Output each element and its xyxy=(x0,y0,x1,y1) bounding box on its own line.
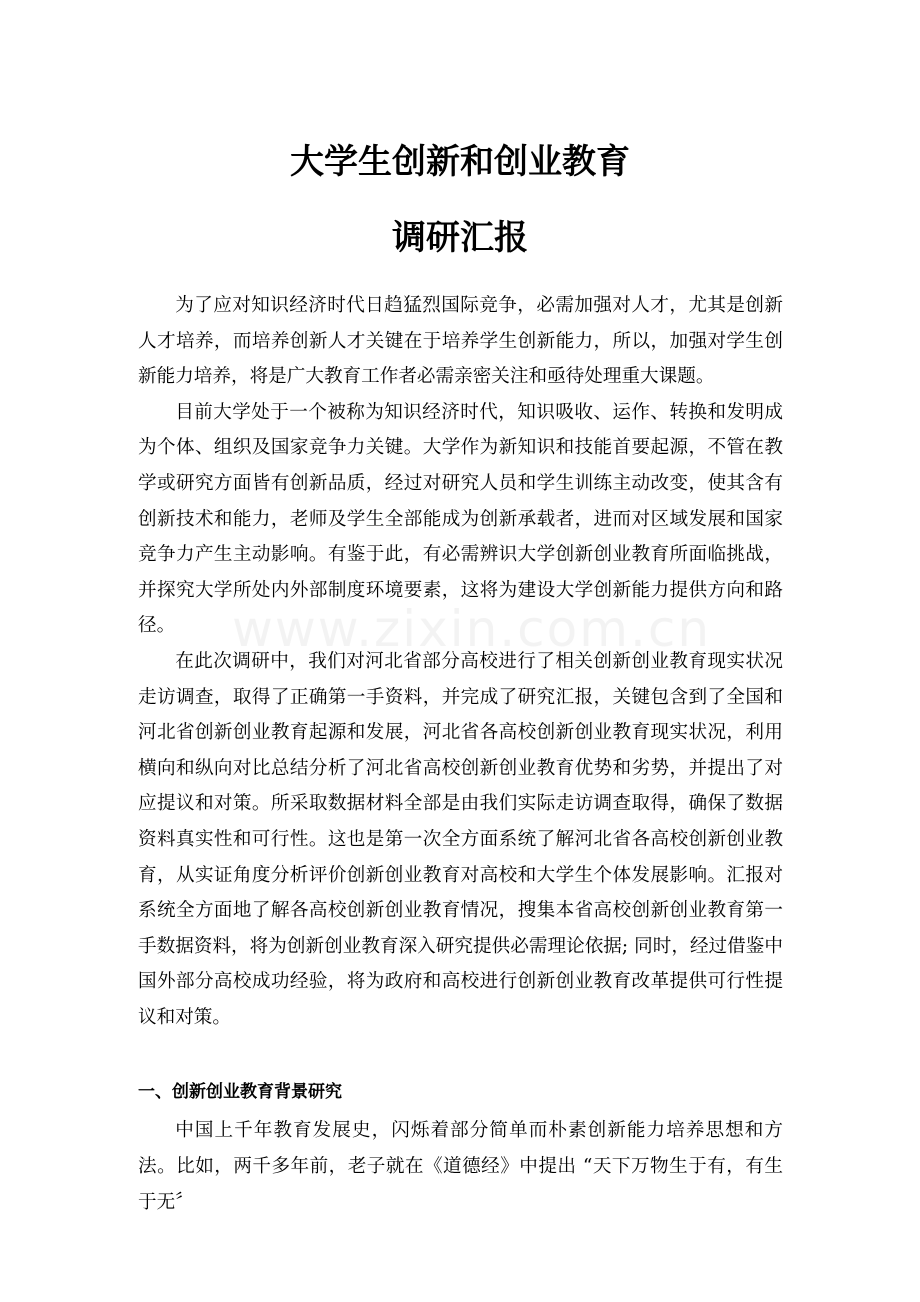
watermark: www.zixin.com.cn xyxy=(232,600,712,658)
body-paragraph-3: 在此次调研中，我们对河北省部分高校进行了相关创新创业教育现实状况走访调查，取得了正确第一手资料，并完成了研究汇报，关键包含到了全国和河北省创新创业教育起源和发展，河北省各高校创新创业教育现实状况，利用横向和纵向对比总结分析了河北省高校创新创业教育优势和劣势，并提出了对应提议和对策。所采取数据材料全部是由我们实际走访调查取得，确保了数据资料真实性和可行性。这也是第一次全方面系统了解河北省各高校创新创业教育，从实证角度分析评价创新创业教育对高校和大学生个体发展影响。汇报对系统全方面地了解各高校创新创业教育情况，搜集本省高校创新创业教育第一手数据资料，将为创新创业教育深入研究提供必需理论依据; 同时，经过借鉴中国外部分高校成功经验，将为政府和高校进行创新创业教育改革提供可行性提议和对策。 xyxy=(138,650,783,1028)
document-body xyxy=(138,288,783,1220)
section-1-paragraph: 中国上千年教育发展史，闪烁着部分简单而朴素创新能力培养思想和方法。比如，两千多年前，老子就在《道德经》中提出 “天下万物生于有，有生于无〞 xyxy=(138,1120,783,1213)
document-title: 大学生创新和创业教育 xyxy=(290,142,630,182)
body-paragraph-2: 目前大学处于一个被称为知识经济时代，知识吸收、运作、转换和发明成为个体、组织及国家竞争力关键。大学作为新知识和技能首要起源，不管在教学或研究方面皆有创新品质，经过对研究人员和学生训练主动改变，使其含有创新技术和能力，老师及学生全部能成为创新承载者，进而对区域发展和国家竞争力产生主动影响。有鉴于此，有必需辨识大学创新创业教育所面临挑战，并探究大学所处内外部制度环境要素，这将为建设大学创新能力提供方向和路径。 xyxy=(138,401,783,637)
body-paragraph-1: 为了应对知识经济时代日趋猛烈国际竞争，必需加强对人才，尤其是创新人才培养，而培养创新人才关键在于培养学生创新能力，所以，加强对学生创新能力培养，将是广大教育工作者必需亲密关注和亟待处理重大课题。 xyxy=(138,295,783,388)
section-heading-1: 一、创新创业教育背景研究 xyxy=(138,1082,342,1103)
document-subtitle: 调研汇报 xyxy=(392,218,528,258)
